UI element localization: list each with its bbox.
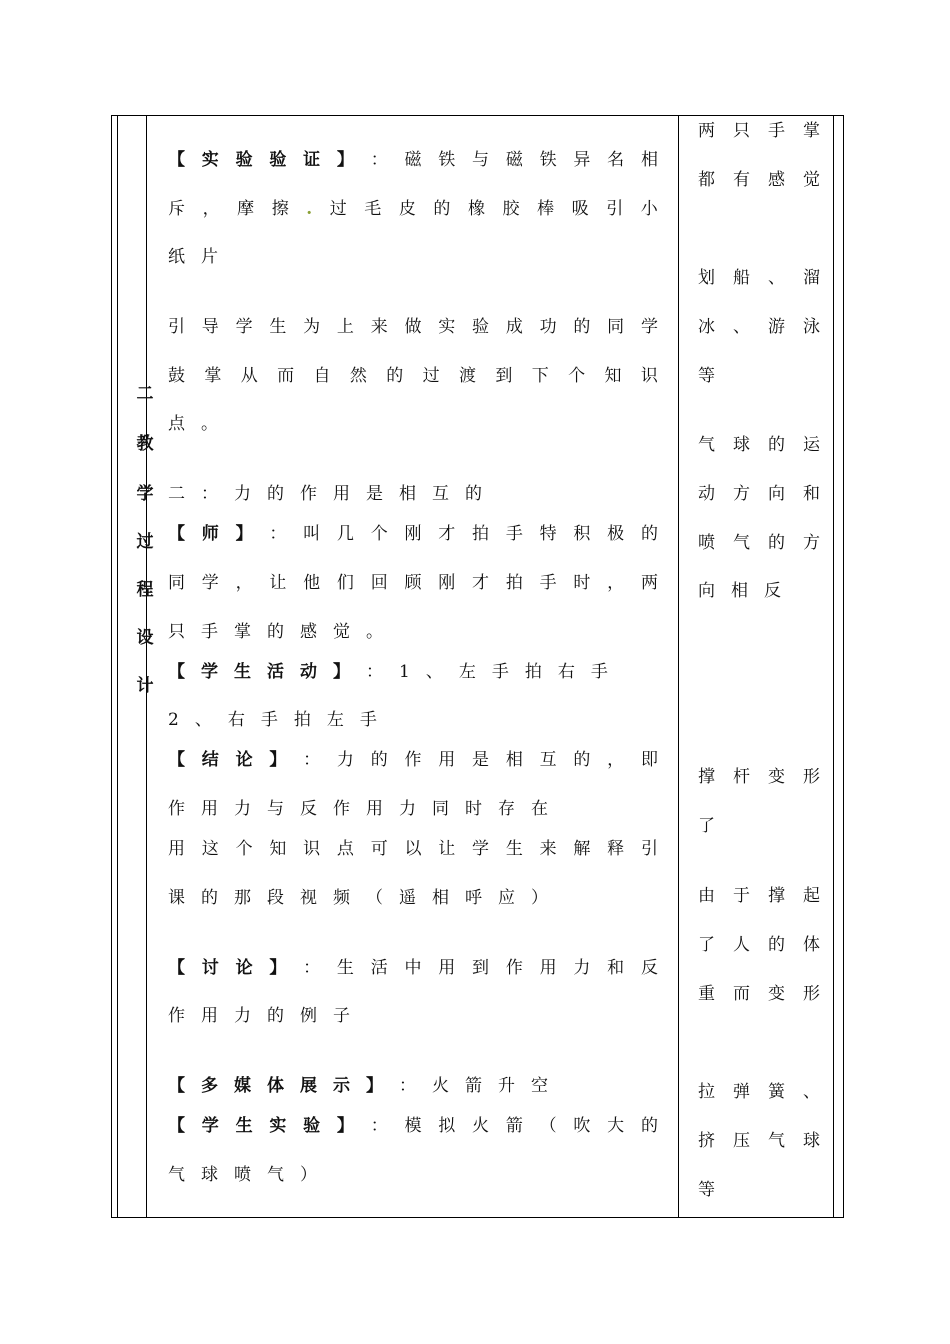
body-text-line: 【 多 媒 体 展 示 】 ： 火 箭 升 空 [168,1076,548,1096]
note-text-line: 了 人 的 体 [698,935,820,955]
body-text-line: 二 ： 力 的 作 用 是 相 互 的 [168,484,482,504]
body-text-line: 作 用 力 的 例 子 [168,1006,350,1026]
section-label-char: 学 [136,484,154,504]
note-text-line: 气 球 的 运 [698,435,820,455]
body-text-line: 引 导 学 生 为 上 来 做 实 验 成 功 的 同 学 [168,317,658,337]
note-text-line: 等 [698,366,715,386]
note-text-line: 冰 、 游 泳 [698,317,820,337]
body-text-line: 【 学 生 实 验 】 ： 模 拟 火 箭 （ 吹 大 的 [168,1116,658,1136]
note-text-line: 向 相 反 [698,581,781,601]
note-text-line: 了 [698,816,715,836]
body-text-line: 作 用 力 与 反 作 用 力 同 时 存 在 [168,799,548,819]
note-text-line: 等 [698,1180,715,1200]
section-label-char: 设 [136,628,154,648]
note-text-line: 拉 弹 簧 、 [698,1082,820,1102]
section-label-char: 计 [136,676,154,696]
note-text-line: 两 只 手 掌 [698,121,820,141]
body-text-line: 纸 片 [168,247,218,267]
note-text-line: 动 方 向 和 [698,484,820,504]
note-text-line: 都 有 感 觉 [698,170,820,190]
table-divider-notes [678,116,679,1217]
body-text-line: 气 球 喷 气 ） [168,1165,317,1185]
table-border-inner-left [117,116,118,1217]
note-text-line: 撑 杆 变 形 [698,767,820,787]
note-text-line: 喷 气 的 方 [698,533,820,553]
body-text-line: 鼓 掌 从 而 自 然 的 过 渡 到 下 个 知 识 [168,366,658,386]
body-text-line: 课 的 那 段 视 频 （ 遥 相 呼 应 ） [168,888,548,908]
body-text-line: 【 结 论 】 ： 力 的 作 用 是 相 互 的 ， 即 [168,750,658,770]
body-text-line: 同 学 ， 让 他 们 回 顾 刚 才 拍 手 时 ， 两 [168,573,658,593]
body-text-line: 用 这 个 知 识 点 可 以 让 学 生 来 解 释 引 [168,839,658,859]
table-divider-label [146,116,147,1217]
section-label-char: 程 [136,580,154,600]
note-text-line: 挤 压 气 球 [698,1131,820,1151]
body-text-line: 点 。 [168,414,218,434]
note-text-line: 划 船 、 溜 [698,268,820,288]
body-text-line: 【 学 生 活 动 】 ： 1 、 左 手 拍 右 手 [168,662,608,682]
body-text-line: 2 、 右 手 拍 左 手 [168,710,377,730]
body-text-line: 斥 ， 摩 擦 . 过 毛 皮 的 橡 胶 棒 吸 引 小 [168,199,658,219]
body-text-line: 【 实 验 验 证 】 ： 磁 铁 与 磁 铁 异 名 相 [168,150,658,170]
table-border-inner-right [833,116,834,1217]
body-text-line: 只 手 掌 的 感 觉 。 [168,622,383,642]
section-label-char: 二 [136,384,154,404]
body-text-line: 【 讨 论 】 ： 生 活 中 用 到 作 用 力 和 反 [168,958,658,978]
note-text-line: 由 于 撑 起 [698,886,820,906]
note-text-line: 重 而 变 形 [698,984,820,1004]
section-label-char: 过 [136,532,154,552]
section-label-char: 教 [136,434,154,454]
body-text-line: 【 师 】 ： 叫 几 个 刚 才 拍 手 特 积 极 的 [168,524,658,544]
